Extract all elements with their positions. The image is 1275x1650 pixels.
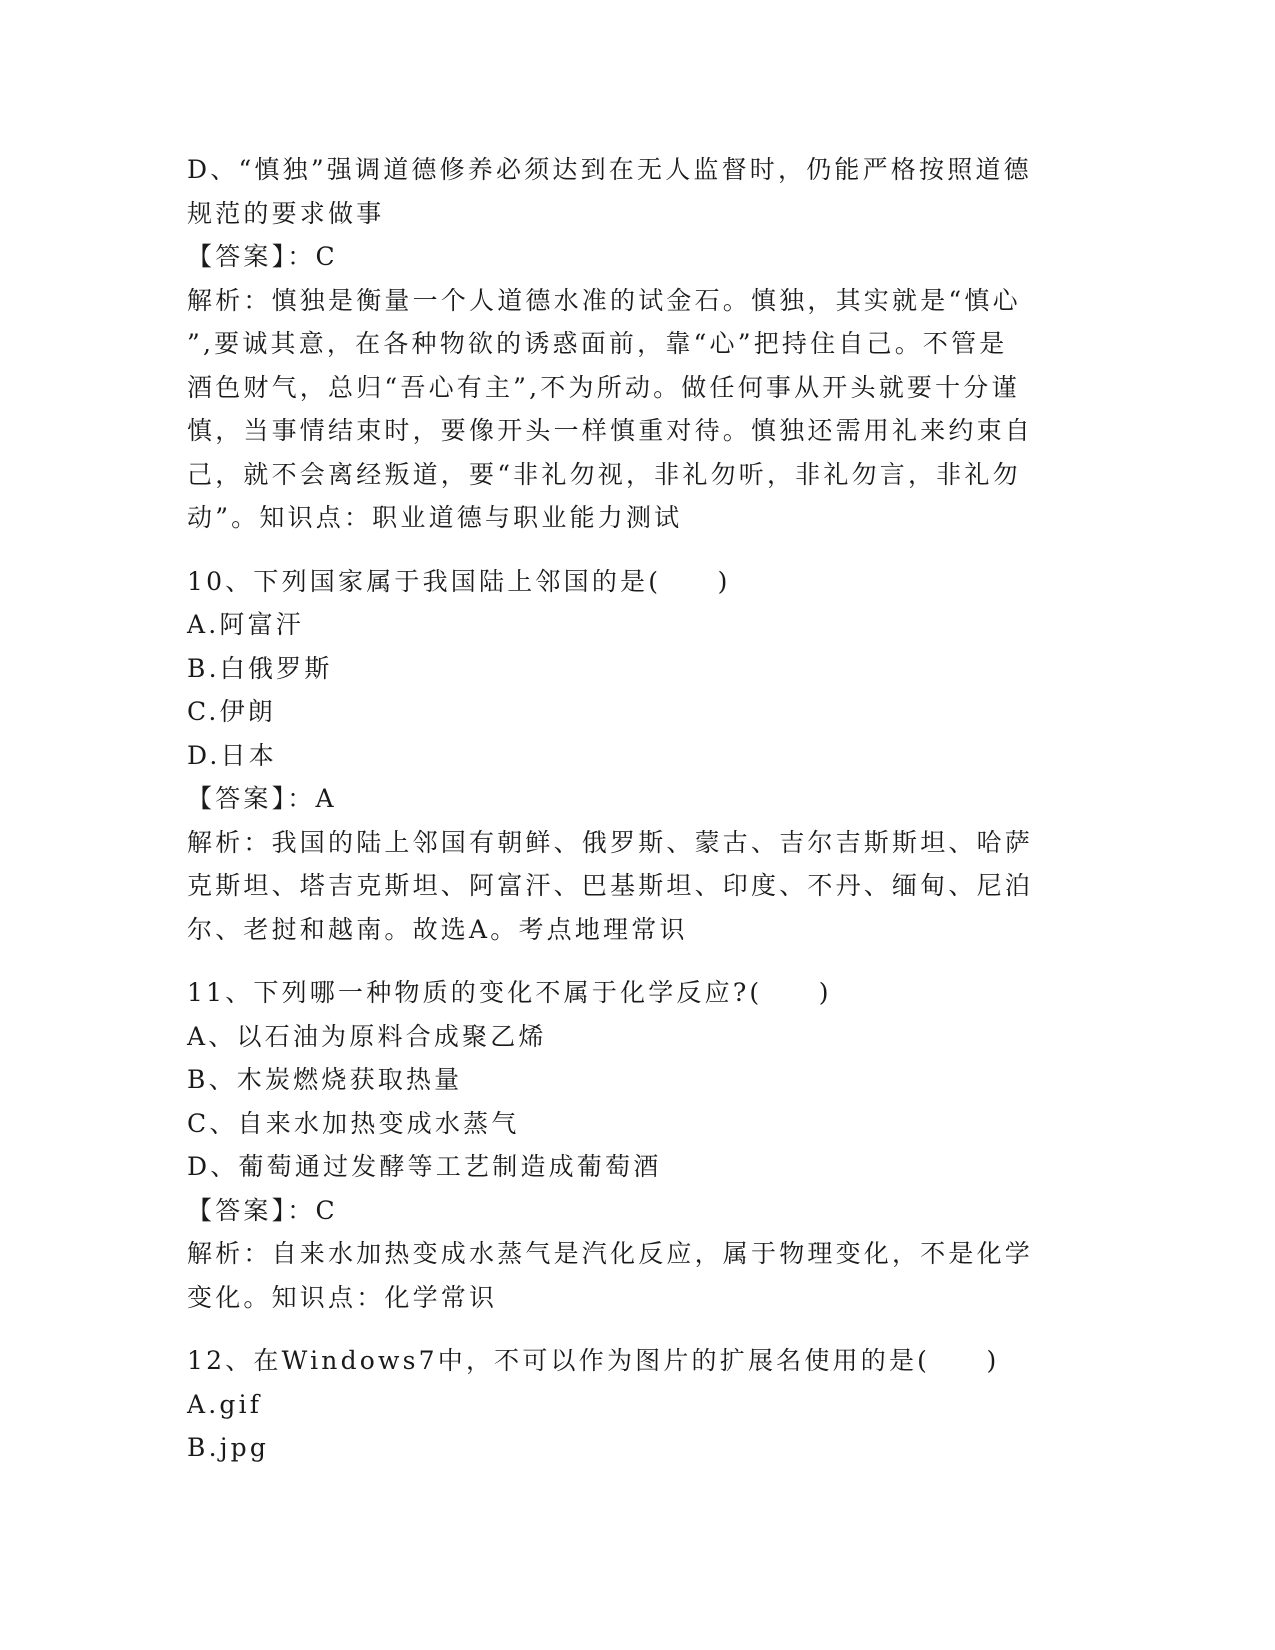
question-spacer [187, 1319, 1087, 1339]
question-9-continuation [187, 148, 1087, 540]
option-b: B.jpg [187, 1433, 270, 1462]
option-b: B、木炭燃烧获取热量 [187, 1065, 463, 1094]
analysis-line: 解析：自来水加热变成水蒸气是汽化反应，属于物理变化，不是化学 [187, 1239, 1034, 1268]
option-c: C、自来水加热变成水蒸气 [187, 1108, 520, 1138]
answer-line: 【答案】：C [187, 242, 338, 271]
option-d: D、“慎独”强调道德修养必须达到在无人监督时，仍能严格按照道德 [187, 155, 1032, 184]
question-10 [187, 560, 1087, 952]
answer-line: 【答案】：C [187, 1195, 338, 1225]
analysis-line: 尔、老挝和越南。故选A。考点地理常识 [187, 914, 688, 944]
option-d: D、葡萄通过发酵等工艺制造成葡萄酒 [187, 1152, 662, 1181]
option-a: A.阿富汗 [187, 610, 305, 639]
option-d-cont: 规范的要求做事 [187, 198, 385, 228]
answer-line: 【答案】：A [187, 784, 337, 813]
question-text: 11、下列哪一种物质的变化不属于化学反应?( ) [187, 978, 832, 1007]
question-text: 10、下列国家属于我国陆上邻国的是( ) [187, 566, 731, 596]
option-d: D.日本 [187, 740, 277, 770]
analysis-line: 己，就不会离经叛道，要“非礼勿视，非礼勿听，非礼勿言，非礼勿 [187, 459, 1021, 489]
option-a: A.gif [187, 1389, 263, 1419]
option-b: B.白俄罗斯 [187, 653, 333, 683]
question-text: 12、在Windows7中，不可以作为图片的扩展名使用的是( ) [187, 1346, 1000, 1375]
analysis-line: 克斯坦、塔吉克斯坦、阿富汗、巴基斯坦、印度、不丹、缅甸、尼泊 [187, 871, 1034, 900]
analysis-line: 解析：我国的陆上邻国有朝鲜、俄罗斯、蒙古、吉尔吉斯斯坦、哈萨 [187, 827, 1034, 857]
analysis-line: ”,要诚其意，在各种物欲的诱惑面前，靠“心”把持住自己。不管是 [187, 329, 1008, 358]
option-a: A、以石油为原料合成聚乙烯 [187, 1021, 547, 1051]
analysis-line: 变化。知识点：化学常识 [187, 1282, 498, 1312]
analysis-line: 酒色财气，总归“吾心有主”,不为所动。做任何事从开头就要十分谨 [187, 372, 1020, 402]
analysis-line: 解析：慎独是衡量一个人道德水准的试金石。慎独，其实就是“慎心 [187, 285, 1021, 315]
question-spacer [187, 951, 1087, 971]
question-12 [187, 1339, 1087, 1470]
document-page [187, 148, 1087, 1470]
analysis-line: 动”。知识点：职业道德与职业能力测试 [187, 503, 683, 532]
question-11 [187, 971, 1087, 1319]
option-c: C.伊朗 [187, 697, 276, 726]
question-spacer [187, 540, 1087, 560]
analysis-line: 慎，当事情结束时，要像开头一样慎重对待。慎独还需用礼来约束自 [187, 416, 1034, 445]
